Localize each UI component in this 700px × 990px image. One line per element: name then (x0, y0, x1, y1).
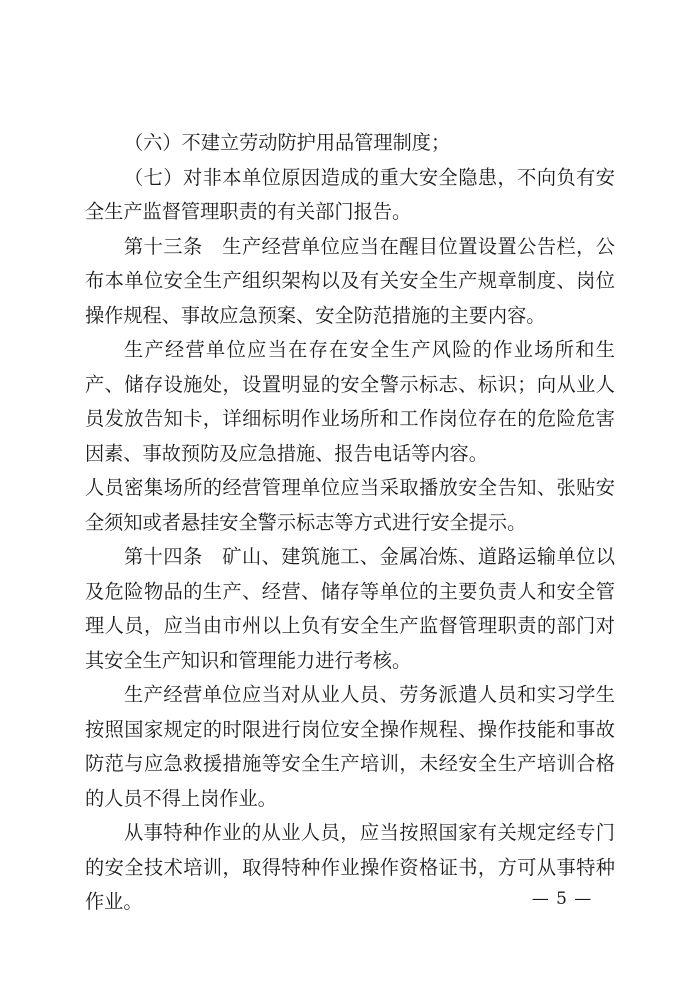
document-body (85, 126, 615, 920)
paragraph-article-14: 第十四条 矿山、建筑施工、金属冶炼、道路运输单位以及危险物品的生产、经营、储存等单位的主要负责人和安全管理人员，应当由市州以上负有安全生产监督管理职责的部门对其安全生产知识和管理能力进行考核。 (85, 545, 615, 672)
page-number: — 5 — (531, 889, 593, 909)
paragraph-warning-signs: 生产经营单位应当在存在安全生产风险的作业场所和生产、储存设施处，设置明显的安全警示标志、标识；向从业人员发放告知卡，详细标明作业场所和工作岗位存在的危险危害因素、事故预防及应急措施、报告电话等内容。 (85, 338, 615, 465)
paragraph-item-6: （六）不建立劳动防护用品管理制度； (124, 131, 451, 154)
paragraph-training: 生产经营单位应当对从业人员、劳务派遣人员和实习学生按照国家规定的时限进行岗位安全操作规程、操作技能和事故防范与应急救援措施等安全生产培训，未经安全生产培训合格的人员不得上岗作业。 (85, 683, 615, 810)
paragraph-crowded-places: 人员密集场所的经营管理单位应当采取播放安全告知、张贴安全须知或者悬挂安全警示标志等方式进行安全提示。 (85, 476, 615, 534)
paragraph-item-7: （七）对非本单位原因造成的重大安全隐患，不向负有安全生产监督管理职责的有关部门报告。 (85, 165, 615, 223)
paragraph-article-13: 第十三条 生产经营单位应当在醒目位置设置公告栏，公布本单位安全生产组织架构以及有关安全生产规章制度、岗位操作规程、事故应急预案、安全防范措施的主要内容。 (85, 234, 615, 327)
paragraph-special-operations: 从事特种作业的从业人员，应当按照国家有关规定经专门的安全技术培训，取得特种作业操作资格证书，方可从事特种作业。 (85, 821, 615, 913)
